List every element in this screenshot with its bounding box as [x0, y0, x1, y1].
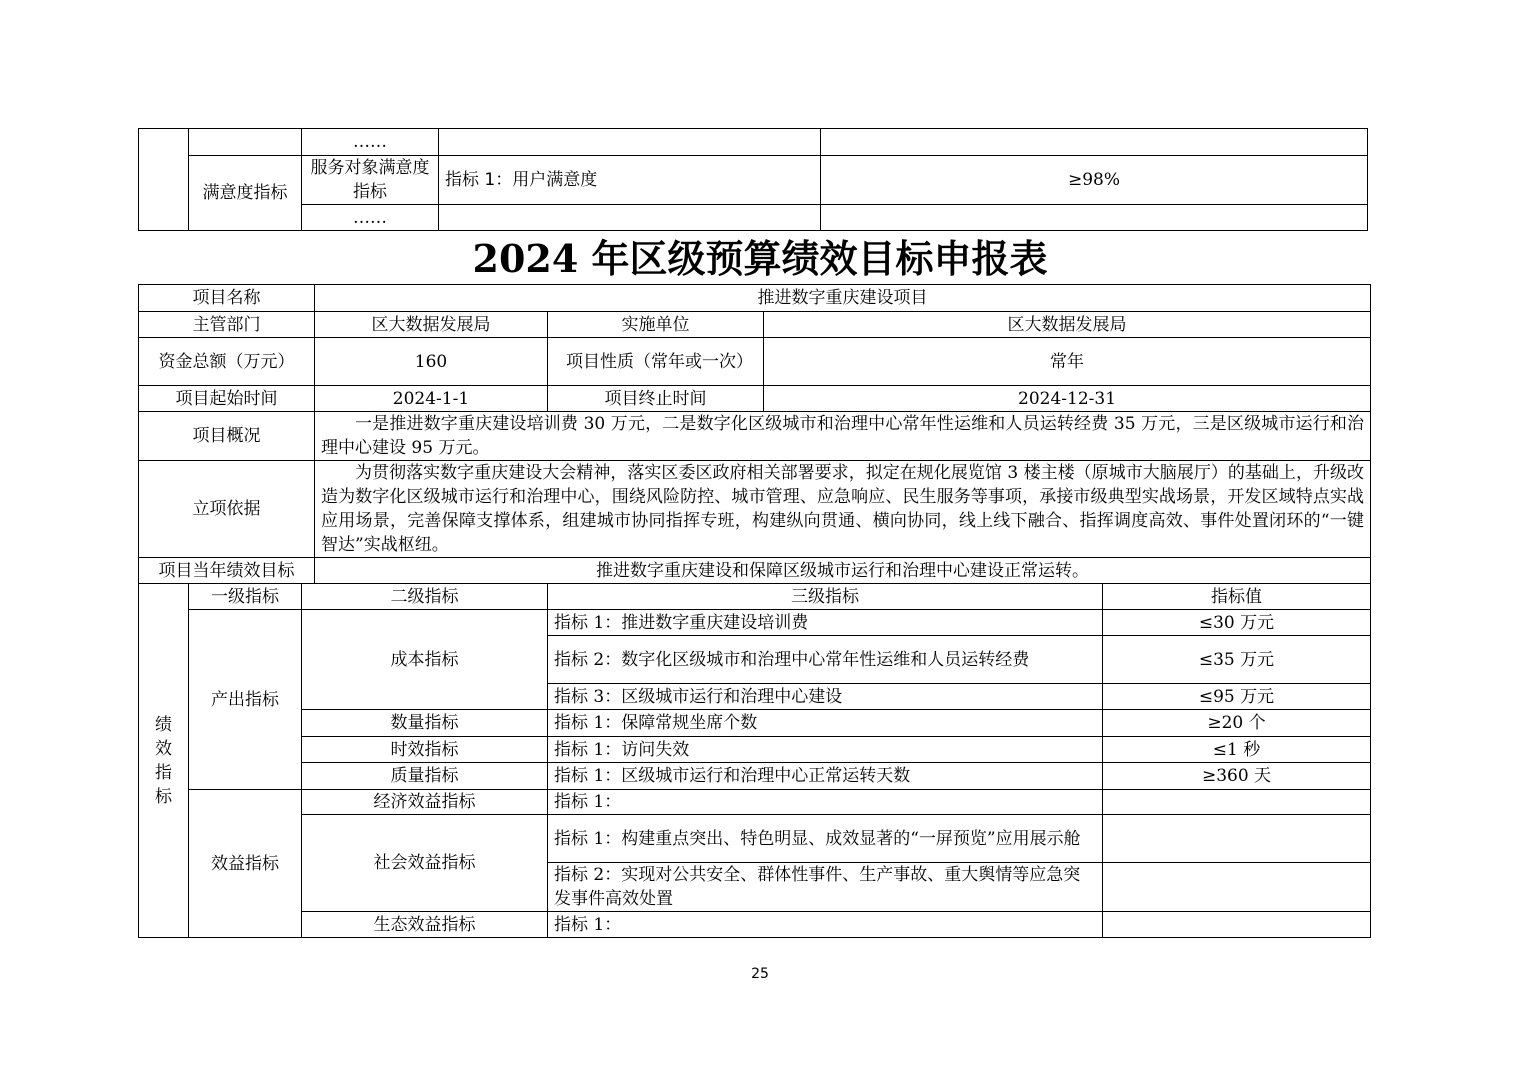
social-indicator-2-value: [1103, 863, 1371, 912]
side-char: 效: [155, 738, 172, 759]
header-level1: 一级指标: [189, 584, 302, 610]
side-char: 标: [155, 786, 172, 807]
nature-label: 项目性质（常年或一次）: [548, 338, 764, 386]
dept-label: 主管部门: [139, 312, 315, 338]
cost-indicator-label: 成本指标: [302, 610, 548, 710]
goal-label: 项目当年绩效目标: [139, 558, 315, 584]
previous-page-table: [138, 128, 1368, 231]
start-value: 2024-1-1: [315, 386, 548, 412]
timeliness-indicator-label: 时效指标: [302, 737, 548, 763]
quality-indicator-1: 指标 1：区级城市运行和治理中心正常运转天数: [548, 763, 1103, 790]
overview-label: 项目概况: [139, 412, 315, 461]
page-title: 2024 年区级预算绩效目标申报表: [472, 236, 1048, 281]
side-char: 绩: [155, 714, 172, 735]
quantity-indicator-1: 指标 1：保障常规坐席个数: [548, 710, 1103, 737]
end-value: 2024-12-31: [764, 386, 1371, 412]
project-name-label: 项目名称: [139, 285, 315, 312]
ecological-indicator-1-value: [1103, 912, 1371, 938]
satisfaction-level2-label: 满意度指标: [189, 156, 302, 231]
dept-value: 区大数据发展局: [315, 312, 548, 338]
unit-label: 实施单位: [548, 312, 764, 338]
basis-text: 为贯彻落实数字重庆建设大会精神，落实区委区政府相关部署要求，拟定在规化展览馆 3 楼主楼（原城市大脑展厅）的基础上，升级改造为数字化区级城市运行和治理中心，围绕风险防控、城市管理、应急响应、民生服务等事项，承接市级典型实战场景，开发区域特点实战应用场景，完善保障支撑体系，组建城市协同指挥专班，构建纵向贯通、横向协同，线上线下融合、指挥调度高效、事件处置闭环的“一键智达”实战枢纽。: [315, 461, 1371, 558]
basis-label: 立项依据: [139, 461, 315, 558]
end-label: 项目终止时间: [548, 386, 764, 412]
ecological-indicator-label: 生态效益指标: [302, 912, 548, 938]
start-label: 项目起始时间: [139, 386, 315, 412]
blank-cell: [189, 129, 302, 156]
nature-value: 常年: [764, 338, 1371, 386]
cost-indicator-3-value: ≤95 万元: [1103, 684, 1371, 710]
social-indicator-2: 指标 2：实现对公共安全、群体性事件、生产事故、重大舆情等应急突发事件高效处置: [548, 863, 1103, 912]
ellipsis-cell: ……: [302, 129, 439, 156]
goal-text: 推进数字重庆建设和保障区级城市运行和治理中心建设正常运转。: [315, 558, 1371, 584]
satisfaction-value: ≥98%: [821, 156, 1368, 205]
page-number: 25: [751, 966, 769, 982]
header-level2: 二级指标: [302, 584, 548, 610]
ecological-indicator-1: 指标 1：: [548, 912, 1103, 938]
cost-indicator-2-value: ≤35 万元: [1103, 636, 1371, 684]
economic-indicator-label: 经济效益指标: [302, 790, 548, 815]
timeliness-indicator-1-value: ≤1 秒: [1103, 737, 1371, 763]
quality-indicator-1-value: ≥360 天: [1103, 763, 1371, 790]
funds-value: 160: [315, 338, 548, 386]
blank-cell: [439, 129, 821, 156]
quantity-indicator-1-value: ≥20 个: [1103, 710, 1371, 737]
project-name: 推进数字重庆建设项目: [315, 285, 1371, 312]
economic-indicator-1: 指标 1：: [548, 790, 1103, 815]
unit-value: 区大数据发展局: [764, 312, 1371, 338]
funds-label: 资金总额（万元）: [139, 338, 315, 386]
blank-side-cell: [139, 129, 189, 231]
performance-side-label: [139, 584, 189, 938]
blank-cell: [439, 205, 821, 231]
side-char: 指: [155, 762, 172, 783]
output-indicator-label: 产出指标: [189, 610, 302, 790]
overview-text: 一是推进数字重庆建设培训费 30 万元，二是数字化区级城市和治理中心常年性运维和人员运转经费 35 万元，三是区级城市运行和治理中心建设 95 万元。: [315, 412, 1371, 461]
cost-indicator-3: 指标 3：区级城市运行和治理中心建设: [548, 684, 1103, 710]
quantity-indicator-label: 数量指标: [302, 710, 548, 737]
cost-indicator-2: 指标 2：数字化区级城市和治理中心常年性运维和人员运转经费: [548, 636, 1103, 684]
social-indicator-1-value: [1103, 815, 1371, 863]
ellipsis-cell: ……: [302, 205, 439, 231]
satisfaction-indicator: 指标 1：用户满意度: [439, 156, 821, 205]
performance-target-table: [138, 284, 1371, 938]
satisfaction-level3-label: 服务对象满意度指标: [302, 156, 439, 205]
cost-indicator-1-value: ≤30 万元: [1103, 610, 1371, 636]
blank-cell: [821, 129, 1368, 156]
cost-indicator-1: 指标 1：推进数字重庆建设培训费: [548, 610, 1103, 636]
timeliness-indicator-1: 指标 1：访问失效: [548, 737, 1103, 763]
economic-indicator-1-value: [1103, 790, 1371, 815]
benefit-indicator-label: 效益指标: [189, 790, 302, 938]
social-indicator-label: 社会效益指标: [302, 815, 548, 912]
social-indicator-1: 指标 1：构建重点突出、特色明显、成效显著的“一屏预览”应用展示舱: [548, 815, 1103, 863]
header-value: 指标值: [1103, 584, 1371, 610]
header-level3: 三级指标: [548, 584, 1103, 610]
quality-indicator-label: 质量指标: [302, 763, 548, 790]
blank-cell: [821, 205, 1368, 231]
